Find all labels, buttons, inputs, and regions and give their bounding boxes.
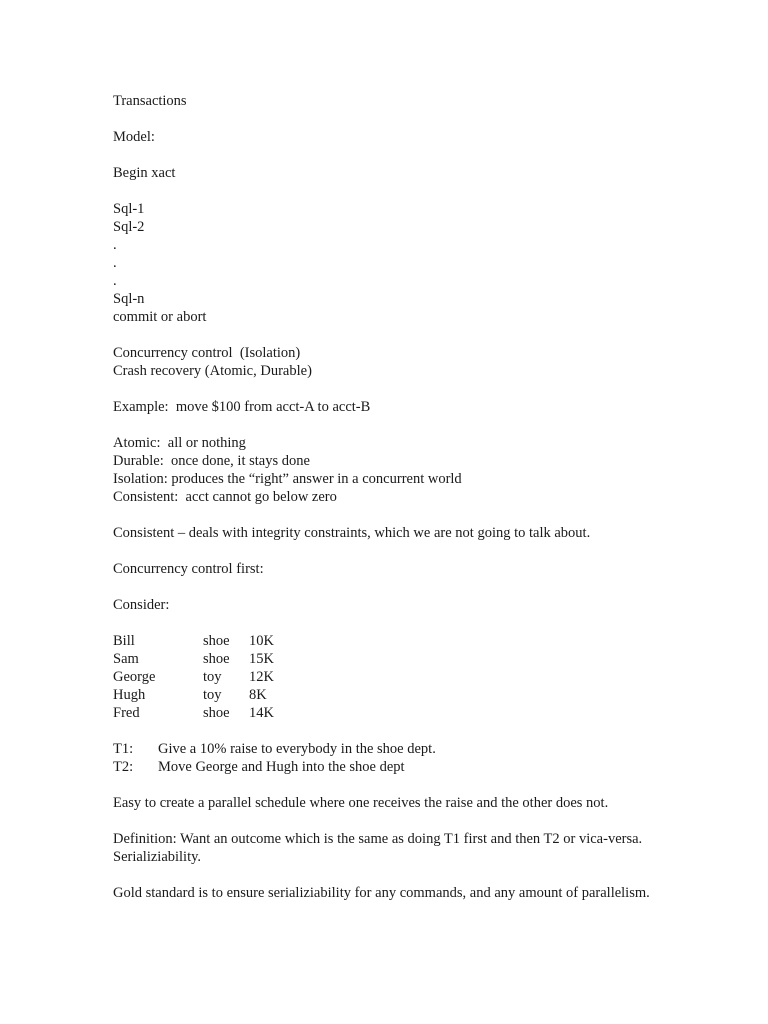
employee-salary: 12K — [249, 669, 274, 685]
example-line: Example: move $100 from acct-A to acct-B — [113, 399, 371, 415]
spacer — [113, 146, 653, 164]
model-heading: Model: — [113, 129, 155, 145]
spacer — [113, 416, 653, 434]
employee-name: Hugh — [113, 687, 146, 703]
gold-standard-paragraph: Gold standard is to ensure serializiability for any commands, and any amount of parallelism. — [113, 885, 650, 901]
employee-table — [113, 632, 309, 722]
model-begin: Begin xact — [113, 165, 176, 181]
spacer — [113, 578, 653, 596]
employee-salary: 10K — [249, 633, 274, 649]
transaction-text: Give a 10% raise to everybody in the shoe dept. — [158, 741, 436, 757]
crash-recovery-line: Crash recovery (Atomic, Durable) — [113, 363, 312, 379]
transaction-id: T2: — [113, 759, 134, 775]
document-title: Transactions — [113, 93, 187, 109]
spacer — [113, 722, 653, 740]
consistent-note: Consistent – deals with integrity constraints, which we are not going to talk about. — [113, 525, 591, 541]
employee-dept: shoe — [203, 651, 230, 667]
concurrency-first-line: Concurrency control first: — [113, 561, 264, 577]
model-ellipsis-dot: . — [113, 273, 117, 289]
model-ellipsis-dot: . — [113, 237, 117, 253]
consider-line: Consider: — [113, 597, 170, 613]
spacer — [113, 182, 653, 200]
employee-salary: 14K — [249, 705, 274, 721]
table-row — [113, 632, 309, 650]
employee-dept: shoe — [203, 633, 230, 649]
employee-dept: shoe — [203, 705, 230, 721]
property-isolation: Isolation: produces the “right” answer in a concurrent world — [113, 471, 462, 487]
concurrency-control-line: Concurrency control (Isolation) — [113, 345, 301, 361]
spacer — [113, 542, 653, 560]
spacer — [113, 776, 653, 794]
table-row — [113, 686, 309, 704]
spacer — [113, 326, 653, 344]
spacer — [113, 614, 653, 632]
transaction-id: T1: — [113, 741, 134, 757]
model-sql-2: Sql-2 — [113, 219, 145, 235]
employee-salary: 15K — [249, 651, 274, 667]
employee-dept: toy — [203, 669, 222, 685]
property-atomic: Atomic: all or nothing — [113, 435, 246, 451]
document-page — [113, 92, 653, 902]
property-consistent: Consistent: acct cannot go below zero — [113, 489, 337, 505]
transaction-t2 — [113, 758, 653, 776]
model-end: commit or abort — [113, 309, 207, 325]
table-row — [113, 650, 309, 668]
table-row — [113, 704, 309, 722]
table-row — [113, 668, 309, 686]
transaction-text: Move George and Hugh into the shoe dept — [158, 759, 405, 775]
model-sql-1: Sql-1 — [113, 201, 145, 217]
employee-name: Bill — [113, 633, 135, 649]
transaction-t1 — [113, 740, 653, 758]
model-sql-n: Sql-n — [113, 291, 145, 307]
spacer — [113, 866, 653, 884]
employee-name: Sam — [113, 651, 139, 667]
spacer — [113, 812, 653, 830]
parallel-schedule-note: Easy to create a parallel schedule where one receives the raise and the other does not. — [113, 795, 609, 811]
property-durable: Durable: once done, it stays done — [113, 453, 310, 469]
spacer — [113, 380, 653, 398]
spacer — [113, 110, 653, 128]
employee-name: George — [113, 669, 156, 685]
employee-dept: toy — [203, 687, 222, 703]
employee-salary: 8K — [249, 687, 267, 703]
spacer — [113, 506, 653, 524]
definition-paragraph: Definition: Want an outcome which is the same as doing T1 first and then T2 or vica-versa. Serializiability. — [113, 831, 643, 865]
employee-name: Fred — [113, 705, 140, 721]
model-ellipsis-dot: . — [113, 255, 117, 271]
